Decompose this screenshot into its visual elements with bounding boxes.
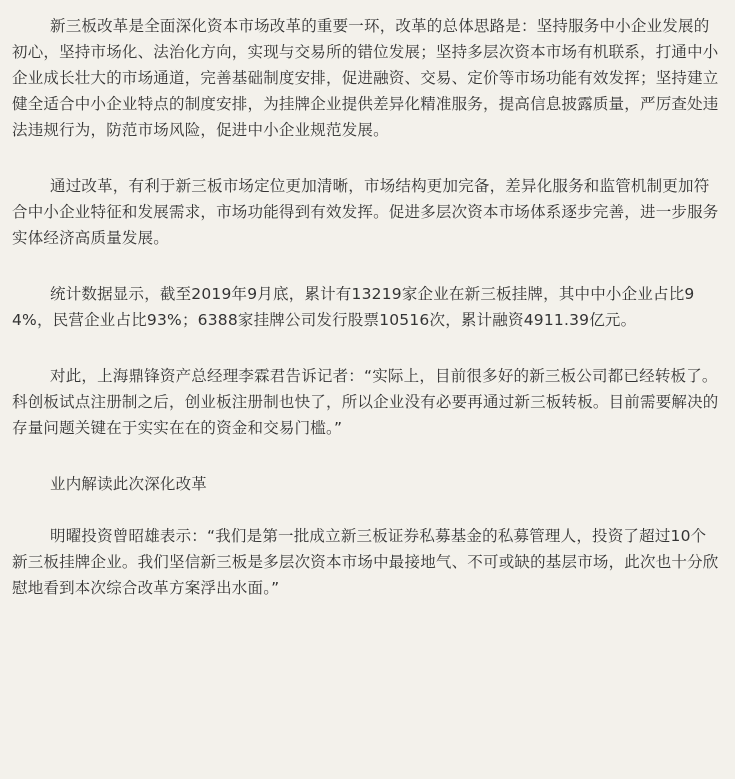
paragraph-reform-benefits: 通过改革，有利于新三板市场定位更加清晰，市场结构更加完备，差异化服务和监管机制更加符合中小企业特征和发展需求，市场功能得到有效发挥。促进多层次资本市场体系逐步完善，进一步服务实体经济高质量发展。	[12, 177, 719, 247]
section-heading: 业内解读此次深化改革	[50, 475, 208, 493]
paragraph-statistics: 统计数据显示，截至2019年9月底，累计有13219家企业在新三板挂牌，其中中小企业占比94%，民营企业占比93%；6388家挂牌公司发行股票10516次，累计融资4911.39亿元。	[12, 285, 695, 329]
paragraph-reform-approach: 新三板改革是全面深化资本市场改革的重要一环，改革的总体思路是：坚持服务中小企业发展的初心，坚持市场化、法治化方向，实现与交易所的错位发展；坚持多层次资本市场有机联系，打通中小企业成长壮大的市场通道，完善基础制度安排，促进融资、交易、定价等市场功能有效发挥；坚持建立健全适合中小企业特点的制度安排，为挂牌企业提供差异化精准服务，提高信息披露质量，严厉查处违法违规行为，防范市场风险，促进中小企业规范发展。	[12, 17, 719, 139]
paragraph-quote-li-linjun: 对此，上海鼎锋资产总经理李霖君告诉记者：“实际上，目前很多好的新三板公司都已经转板了。科创板试点注册制之后，创业板注册制也快了，所以企业没有必要再通过新三板转板。目前需要解决的存量问题关键在于实实在在的资金和交易门槛。”	[12, 367, 719, 437]
paragraph-quote-zeng-zhaoxiong: 明曜投资曾昭雄表示：“我们是第一批成立新三板证券私募基金的私募管理人，投资了超过10个新三板挂牌企业。我们坚信新三板是多层次资本市场中最接地气、不可或缺的基层市场，此次也十分欣慰地看到本次综合改革方案浮出水面。”	[12, 527, 719, 597]
